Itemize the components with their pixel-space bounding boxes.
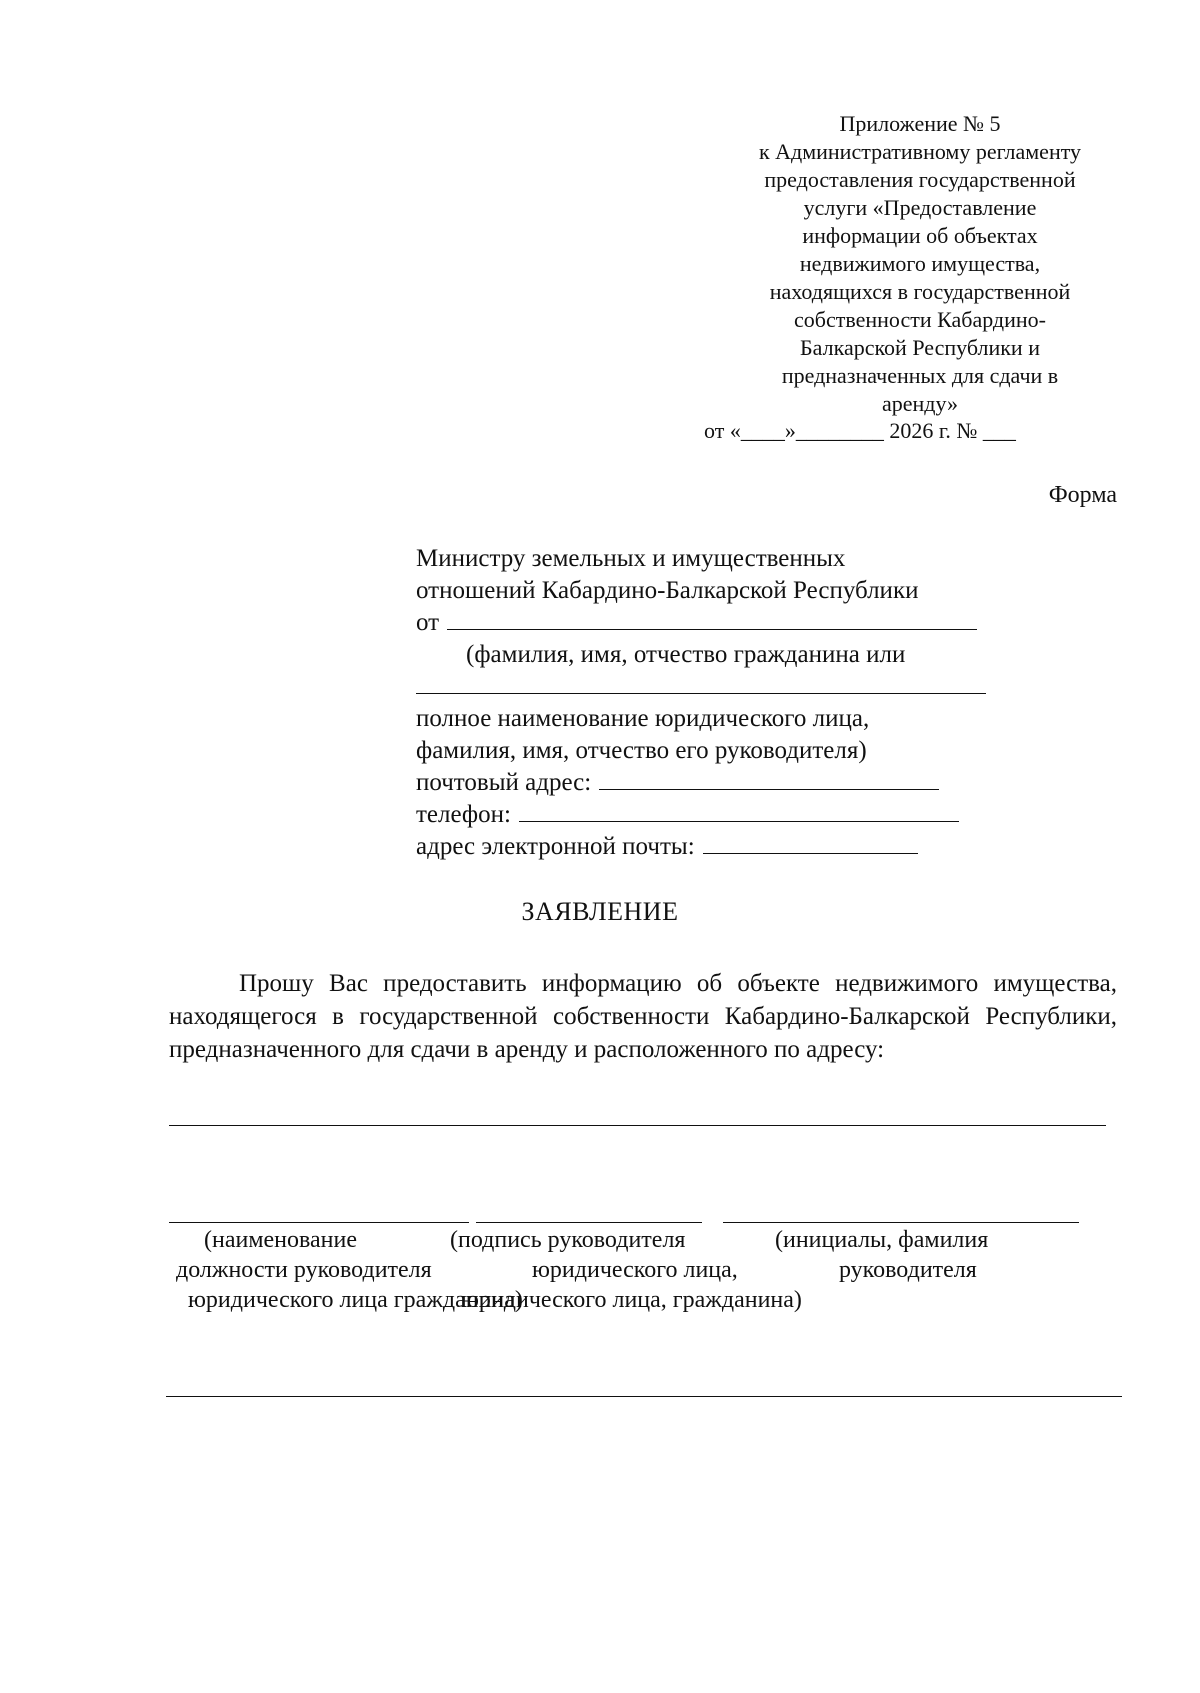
appendix-line: аренду»	[881, 391, 959, 416]
document-title: ЗАЯВЛЕНИЕ	[521, 897, 679, 926]
form-label: Форма	[1048, 482, 1117, 508]
appendix-line: предназначенных для сдачи в	[781, 363, 1059, 388]
addressee-line-1: Министру земельных и имущественных	[416, 545, 846, 572]
postal-row	[416, 767, 1016, 799]
appendix-line: недвижимого имущества,	[799, 251, 1041, 276]
bottom-separator	[166, 1396, 1122, 1397]
sign-signature-line[interactable]	[476, 1222, 702, 1223]
email-row	[416, 831, 1016, 863]
body-text: Прошу Вас предоставить информацию об объекте недвижимого имущества, находящегося в государственной собственности Кабардино-Балкарской Республики, предназначенного для сдачи в аренду и расположенного по адресу:	[169, 970, 1117, 1063]
sig-sign-line: юридического лица,	[532, 1257, 738, 1283]
name-hint: (фамилия, имя, отчество гражданина или	[466, 641, 906, 668]
initials-signature-line[interactable]	[723, 1222, 1079, 1223]
address-field[interactable]	[169, 1125, 1106, 1126]
appendix-line: информации об объектах	[802, 223, 1038, 248]
sig-position-line: должности руководителя	[176, 1257, 432, 1283]
phone-label: телефон:	[416, 801, 511, 828]
second-name-field[interactable]	[416, 671, 986, 694]
sig-initials-line: руководителя	[839, 1257, 977, 1283]
appendix-line: собственности Кабардино-	[794, 307, 1046, 332]
sig-initials-line: (инициалы, фамилия	[775, 1227, 989, 1253]
sig-position-line: юридического лица гражданина)	[188, 1287, 523, 1313]
appendix-line: к Административному регламенту	[758, 139, 1082, 164]
signature-caption-initials	[775, 1225, 1035, 1285]
legal-line-2: фамилия, имя, отчество его руководителя)	[416, 737, 867, 764]
appendix-line: Приложение № 5	[839, 111, 1001, 136]
appendix-line: находящихся в государственной	[769, 279, 1071, 304]
from-field[interactable]	[447, 607, 977, 630]
legal-line-1: полное наименование юридического лица,	[416, 705, 870, 732]
from-row	[416, 607, 1016, 639]
postal-label: почтовый адрес:	[416, 769, 592, 796]
phone-field[interactable]	[519, 799, 959, 822]
addressee-block	[416, 543, 1016, 863]
appendix-line: Балкарской Республики и	[800, 335, 1040, 360]
addressee-line-2: отношений Кабардино-Балкарской Республики	[416, 577, 919, 604]
appendix-line: предоставления государственной	[764, 167, 1076, 192]
appendix-header	[690, 110, 1150, 418]
postal-field[interactable]	[599, 767, 939, 790]
second-name-row	[416, 671, 1016, 703]
appendix-line: услуги «Предоставление	[803, 195, 1037, 220]
sig-sign-line: (подпись руководителя	[450, 1227, 686, 1253]
position-signature-line[interactable]	[169, 1222, 469, 1223]
signature-caption-sign	[450, 1225, 802, 1315]
body-paragraph	[169, 967, 1117, 1066]
sig-sign-line: юридического лица, гражданина)	[461, 1287, 802, 1313]
email-label: адрес электронной почты:	[416, 833, 695, 860]
from-label: от	[416, 609, 440, 636]
sig-position-line: (наименование	[204, 1227, 358, 1253]
phone-row	[416, 799, 1016, 831]
appendix-date-line: от «____»________ 2026 г. № ___	[704, 418, 1016, 443]
email-field[interactable]	[703, 831, 918, 854]
